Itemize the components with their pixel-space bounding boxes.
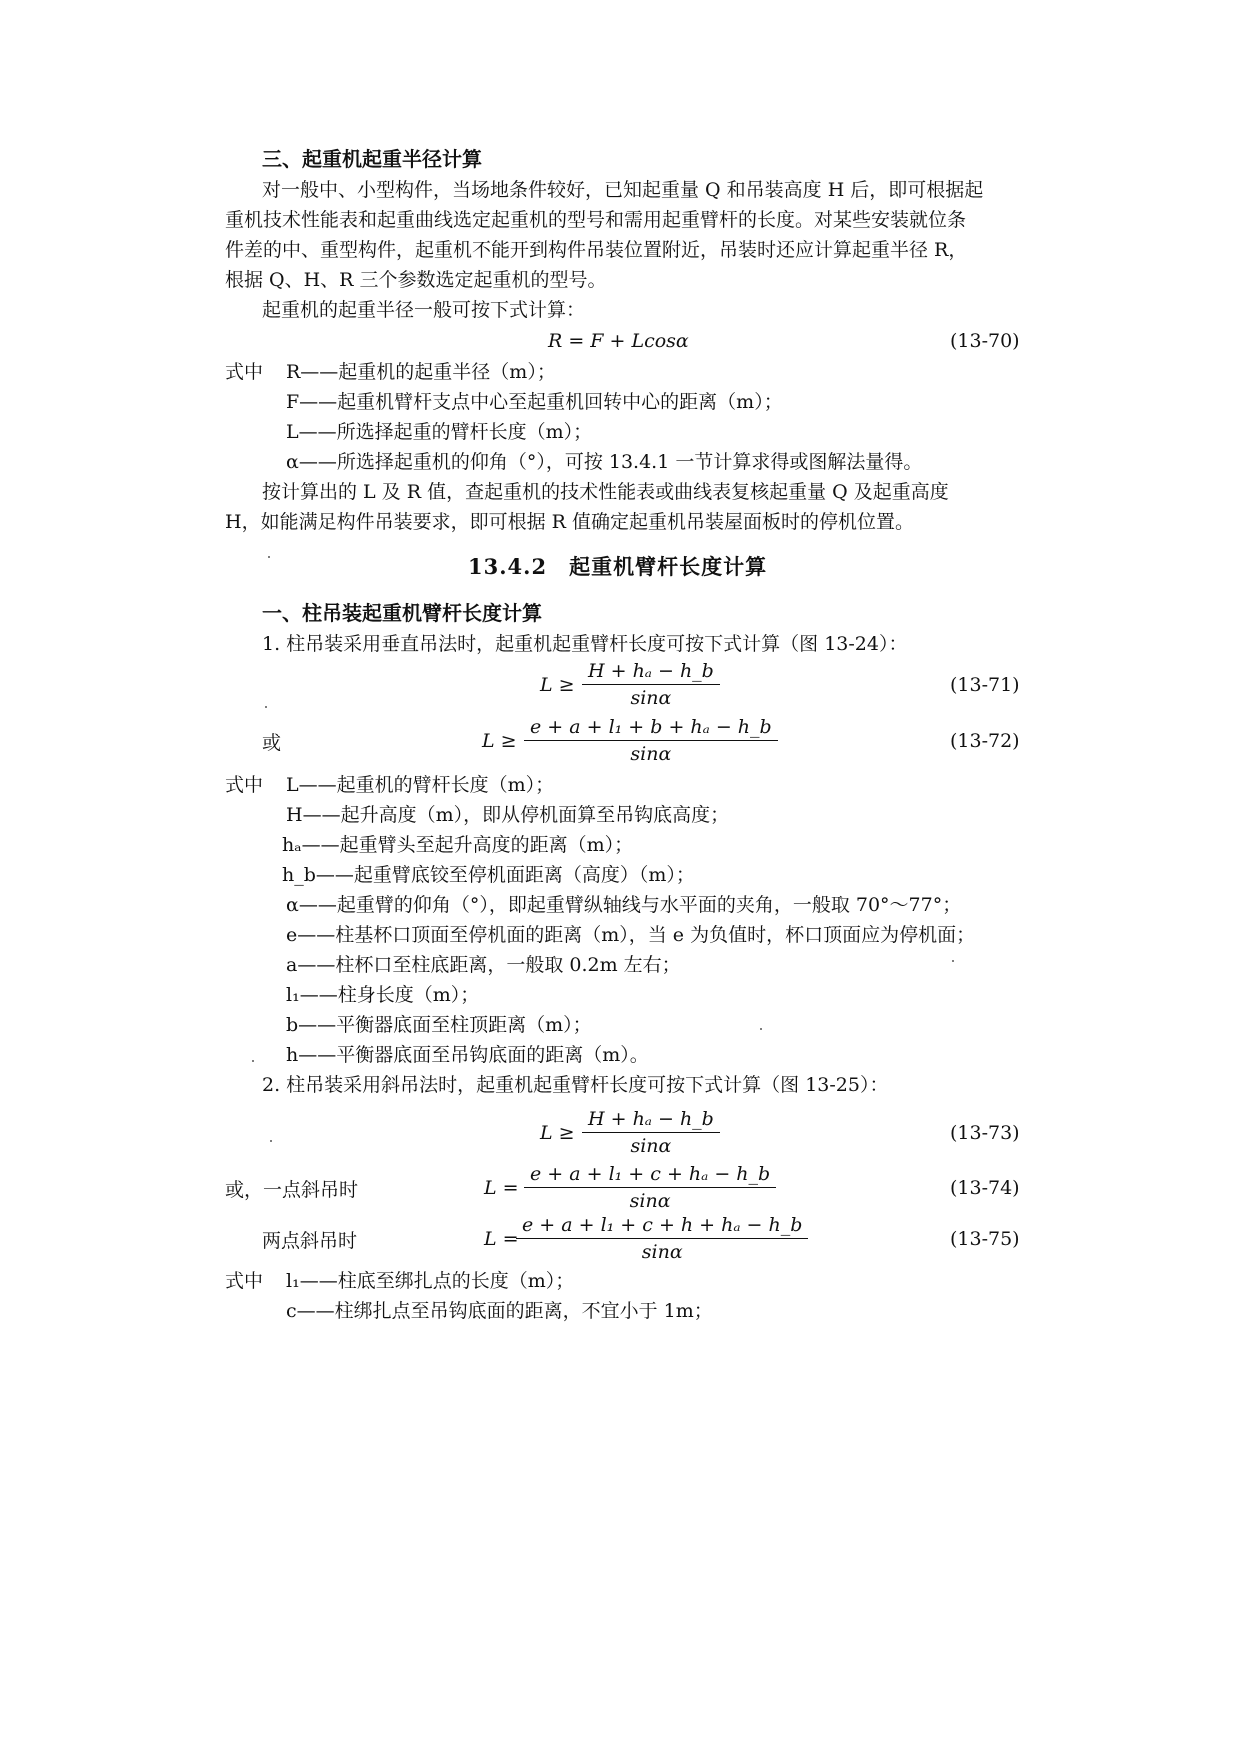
scan-speckle bbox=[760, 1028, 762, 1030]
denominator: sinα bbox=[641, 1241, 683, 1263]
variable-definition: hₐ——起重臂头至起升高度的距离（m）； bbox=[282, 834, 634, 856]
paragraph-line: 按计算出的 L 及 R 值，查起重机的技术性能表或曲线表复核起重量 Q 及起重高度 bbox=[262, 481, 949, 503]
numerator: e + a + l₁ + c + hₐ − h_b bbox=[524, 1163, 776, 1188]
numerator: H + hₐ − h_b bbox=[582, 1108, 720, 1133]
equation-number: (13-72) bbox=[950, 730, 1020, 752]
denominator: sinα bbox=[629, 1190, 671, 1212]
paragraph-line: 重机技术性能表和起重曲线选定起重机的型号和需用起重臂杆的长度。对某些安装就位条 bbox=[225, 209, 967, 231]
equation-13-72-fraction bbox=[524, 716, 778, 765]
equation-number: (13-70) bbox=[950, 330, 1020, 352]
variable-definition: l₁——柱身长度（m）； bbox=[286, 984, 480, 1006]
denominator: sinα bbox=[630, 1135, 672, 1157]
equation-number: (13-74) bbox=[950, 1177, 1020, 1199]
scan-speckle bbox=[270, 1140, 272, 1142]
paragraph-line: 起重机的起重半径一般可按下式计算： bbox=[262, 299, 586, 321]
paragraph-line: H，如能满足构件吊装要求，即可根据 R 值确定起重机吊装屋面板时的停机位置。 bbox=[225, 511, 914, 533]
equation-13-74-fraction bbox=[524, 1163, 776, 1212]
variable-definition: F——起重机臂杆支点中心至起重机回转中心的距离（m）； bbox=[286, 391, 783, 413]
variable-definition: R——起重机的起重半径（m）； bbox=[286, 361, 556, 383]
paragraph-line: 根据 Q、H、R 三个参数选定起重机的型号。 bbox=[225, 269, 607, 291]
variable-definition: α——起重臂的仰角（°），即起重臂纵轴线与水平面的夹角，一般取 70°～77°； bbox=[286, 894, 962, 916]
equation-13-75-fraction bbox=[516, 1214, 808, 1263]
where-label: 式中 bbox=[225, 774, 264, 796]
equation-number: (13-73) bbox=[950, 1122, 1020, 1144]
equation-13-71-fraction bbox=[582, 660, 720, 709]
numerator: e + a + l₁ + c + h + hₐ − h_b bbox=[516, 1214, 808, 1239]
variable-definition: h_b——起重臂底铰至停机面距离（高度）（m）； bbox=[282, 864, 695, 886]
equation-label: 两点斜吊时 bbox=[262, 1230, 358, 1252]
equation-label: 或，一点斜吊时 bbox=[225, 1179, 359, 1201]
equation-lhs: L = bbox=[484, 1228, 519, 1250]
scan-speckle bbox=[952, 960, 954, 962]
variable-definition: h——平衡器底面至吊钩底面的距离（m）。 bbox=[286, 1044, 649, 1066]
item-text: 1. 柱吊装采用垂直吊法时，起重机起重臂杆长度可按下式计算（图 13-24）： bbox=[262, 633, 908, 655]
variable-definition: α——所选择起重机的仰角（°），可按 13.4.1 一节计算求得或图解法量得。 bbox=[286, 451, 923, 473]
denominator: sinα bbox=[630, 743, 672, 765]
scan-speckle bbox=[268, 556, 270, 558]
variable-definition: e——柱基杯口顶面至停机面的距离（m），当 e 为负值时，杯口顶面应为停机面； bbox=[286, 924, 976, 946]
section-three-heading: 三、起重机起重半径计算 bbox=[262, 147, 482, 171]
numerator: e + a + l₁ + b + hₐ − h_b bbox=[524, 716, 778, 741]
equation-lhs: L ≥ bbox=[540, 1122, 575, 1144]
variable-definition: H——起升高度（m），即从停机面算至吊钩底高度； bbox=[286, 804, 730, 826]
variable-definition: a——柱杯口至柱底距离，一般取 0.2m 左右； bbox=[286, 954, 681, 976]
equation-number: (13-71) bbox=[950, 674, 1020, 696]
numerator: H + hₐ − h_b bbox=[582, 660, 720, 685]
denominator: sinα bbox=[630, 687, 672, 709]
where-label: 式中 bbox=[225, 361, 264, 383]
or-label: 或 bbox=[262, 732, 282, 754]
equation-13-73-fraction bbox=[582, 1108, 720, 1157]
paragraph-line: 对一般中、小型构件，当场地条件较好，已知起重量 Q 和吊装高度 H 后，即可根据起 bbox=[262, 179, 984, 201]
equation-13-70: R = F + Lcosα bbox=[548, 330, 689, 352]
item-text: 2. 柱吊装采用斜吊法时，起重机起重臂杆长度可按下式计算（图 13-25）： bbox=[262, 1074, 889, 1096]
scan-speckle bbox=[252, 1060, 254, 1062]
subsection-heading: 一、柱吊装起重机臂杆长度计算 bbox=[262, 601, 542, 625]
variable-definition: L——起重机的臂杆长度（m）； bbox=[286, 774, 555, 796]
equation-number: (13-75) bbox=[950, 1228, 1020, 1250]
variable-definition: l₁——柱底至绑扎点的长度（m）； bbox=[286, 1270, 575, 1292]
variable-definition: b——平衡器底面至柱顶距离（m）； bbox=[286, 1014, 592, 1036]
equation-lhs: L ≥ bbox=[482, 730, 517, 752]
section-title: 13.4.2 起重机臂杆长度计算 bbox=[468, 554, 768, 579]
where-label: 式中 bbox=[225, 1270, 264, 1292]
paragraph-line: 件差的中、重型构件，起重机不能开到构件吊装位置附近，吊装时还应计算起重半径 R， bbox=[225, 239, 968, 261]
equation-lhs: L = bbox=[484, 1177, 519, 1199]
variable-definition: L——所选择起重的臂杆长度（m）； bbox=[286, 421, 593, 443]
equation-lhs: L ≥ bbox=[540, 674, 575, 696]
variable-definition: c——柱绑扎点至吊钩底面的距离，不宜小于 1m； bbox=[286, 1300, 713, 1322]
scan-speckle bbox=[265, 706, 267, 708]
